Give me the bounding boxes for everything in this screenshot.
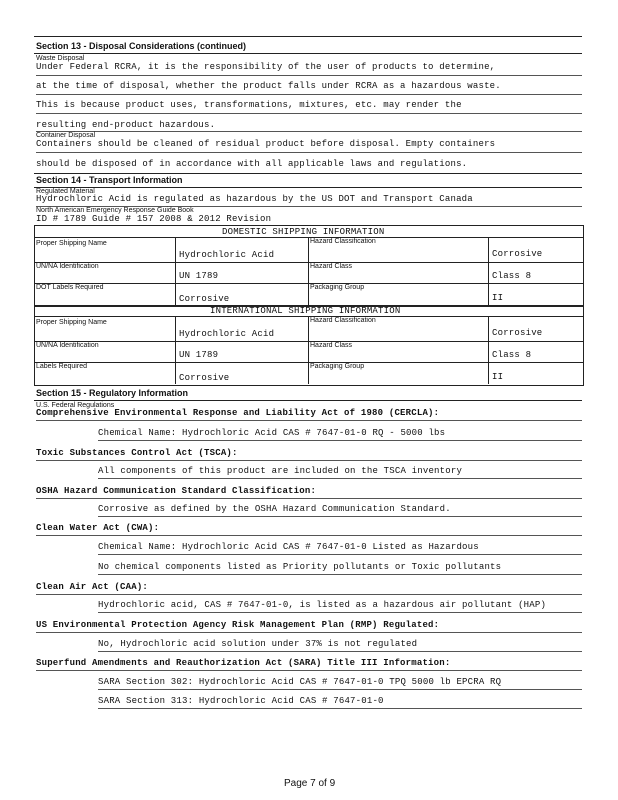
container-line-1: Containers should be cleaned of residual product before disposal. Empty containers bbox=[36, 139, 496, 149]
intl-pkg-label: Packaging Group bbox=[310, 363, 365, 370]
fill-line bbox=[36, 460, 582, 461]
fill-line bbox=[98, 440, 582, 441]
guide-book-label: North American Emergency Response Guide Book bbox=[36, 207, 194, 214]
fill-line bbox=[36, 498, 582, 499]
guide-book-text: ID # 1789 Guide # 157 2008 & 2012 Revision bbox=[36, 214, 272, 224]
intl-psn-value: Hydrochloric Acid bbox=[179, 329, 275, 339]
top-rule bbox=[34, 36, 582, 37]
intl-psn-label: Proper Shipping Name bbox=[36, 319, 107, 326]
intl-un-value: UN 1789 bbox=[179, 350, 219, 360]
intl-labels-value: Corrosive bbox=[179, 373, 230, 383]
fill-line bbox=[98, 516, 582, 517]
table-divider bbox=[175, 316, 176, 384]
rmp-text: No, Hydrochloric acid solution under 37% is not regulated bbox=[98, 639, 418, 649]
fill-line bbox=[36, 131, 582, 132]
fill-line bbox=[98, 574, 582, 575]
cwa-text-1: Chemical Name: Hydrochloric Acid CAS # 7647-01-0 Listed as Hazardous bbox=[98, 542, 479, 552]
waste-line-4: resulting end-product hazardous. bbox=[36, 120, 216, 130]
osha-text: Corrosive as defined by the OSHA Hazard Communication Standard. bbox=[98, 504, 451, 514]
fill-line bbox=[36, 152, 582, 153]
table-divider bbox=[488, 237, 489, 305]
container-line-2: should be disposed of in accordance with all applicable laws and regulations. bbox=[36, 159, 468, 169]
cercla-text: Chemical Name: Hydrochloric Acid CAS # 7647-01-0 RQ - 5000 lbs bbox=[98, 428, 446, 438]
intl-hazclassif-label: Hazard Classification bbox=[310, 317, 376, 324]
dom-labels-value: Corrosive bbox=[179, 294, 230, 304]
intl-labels-label: Labels Required bbox=[36, 363, 87, 370]
section-15-title: Section 15 - Regulatory Information bbox=[36, 388, 189, 398]
fill-line bbox=[98, 478, 582, 479]
fill-line bbox=[98, 554, 582, 555]
caa-text: Hydrochloric acid, CAS # 7647-01-0, is listed as a hazardous air pollutant (HAP) bbox=[98, 600, 547, 610]
waste-line-2: at the time of disposal, whether the product falls under RCRA as a hazardous waste. bbox=[36, 81, 501, 91]
dom-labels-label: DOT Labels Required bbox=[36, 284, 104, 291]
waste-line-3: This is because product uses, transformations, mixtures, etc. may render the bbox=[36, 100, 462, 110]
fill-line bbox=[36, 670, 582, 671]
fill-line bbox=[36, 632, 582, 633]
waste-disposal-label: Waste Disposal bbox=[36, 55, 85, 62]
table-divider bbox=[175, 237, 176, 305]
intl-un-label: UN/NA Identification bbox=[36, 342, 99, 349]
domestic-header: DOMESTIC SHIPPING INFORMATION bbox=[222, 227, 385, 237]
fill-line bbox=[36, 113, 582, 114]
fill-line bbox=[36, 75, 582, 76]
fill-line bbox=[36, 94, 582, 95]
intl-hazclass-label: Hazard Class bbox=[310, 342, 353, 349]
table-divider bbox=[488, 316, 489, 384]
dom-psn-label: Proper Shipping Name bbox=[36, 240, 107, 247]
cwa-heading: Clean Water Act (CWA): bbox=[36, 523, 160, 533]
section-14-title: Section 14 - Transport Information bbox=[36, 175, 183, 185]
dom-pkg-label: Packaging Group bbox=[310, 284, 365, 291]
dom-hazclassif-label: Hazard Classification bbox=[310, 238, 376, 245]
cercla-heading: Comprehensive Environmental Response and Liability Act of 1980 (CERCLA): bbox=[36, 408, 440, 418]
regulated-material-label: Regulated Material bbox=[36, 188, 95, 195]
regulated-material-text: Hydrochloric Acid is regulated as hazardous by the US DOT and Transport Canada bbox=[36, 194, 473, 204]
section-14-rule bbox=[34, 187, 582, 188]
fill-line bbox=[36, 594, 582, 595]
page-number: Page 7 of 9 bbox=[284, 778, 336, 789]
dom-un-value: UN 1789 bbox=[179, 271, 219, 281]
section-14-top-rule bbox=[34, 173, 582, 174]
dom-hazclassif-value: Corrosive bbox=[492, 249, 543, 259]
intl-hazclassif-value: Corrosive bbox=[492, 328, 543, 338]
waste-line-1: Under Federal RCRA, it is the responsibility of the user of products to determine, bbox=[36, 62, 496, 72]
rmp-heading: US Environmental Protection Agency Risk Management Plan (RMP) Regulated: bbox=[36, 620, 440, 630]
section-13-title: Section 13 - Disposal Considerations (continued) bbox=[36, 41, 247, 51]
sara-313-text: SARA Section 313: Hydrochloric Acid CAS # 7647-01-0 bbox=[98, 696, 384, 706]
fill-line bbox=[36, 535, 582, 536]
fed-regs-label: U.S. Federal Regulations bbox=[36, 402, 115, 409]
tsca-text: All components of this product are included on the TSCA inventory bbox=[98, 466, 463, 476]
table-divider bbox=[308, 237, 309, 305]
tsca-heading: Toxic Substances Control Act (TSCA): bbox=[36, 448, 238, 458]
dom-hazclass-value: Class 8 bbox=[492, 271, 532, 281]
dom-un-label: UN/NA Identification bbox=[36, 263, 99, 270]
sara-302-text: SARA Section 302: Hydrochloric Acid CAS # 7647-01-0 TPQ 5000 lb EPCRA RQ bbox=[98, 677, 502, 687]
cwa-text-2: No chemical components listed as Priority pollutants or Toxic pollutants bbox=[98, 562, 502, 572]
sara-heading: Superfund Amendments and Reauthorization Act (SARA) Title III Information: bbox=[36, 658, 451, 668]
fill-line bbox=[98, 651, 582, 652]
section-13-rule bbox=[34, 53, 582, 54]
caa-heading: Clean Air Act (CAA): bbox=[36, 582, 149, 592]
fill-line bbox=[36, 420, 582, 421]
container-disposal-label: Container Disposal bbox=[36, 132, 96, 139]
fill-line bbox=[98, 708, 582, 709]
intl-hazclass-value: Class 8 bbox=[492, 350, 532, 360]
dom-psn-value: Hydrochloric Acid bbox=[179, 250, 275, 260]
osha-heading: OSHA Hazard Communication Standard Classification: bbox=[36, 486, 317, 496]
fill-line bbox=[98, 612, 582, 613]
section-15-rule bbox=[34, 400, 582, 401]
intl-pkg-value: II bbox=[492, 372, 504, 382]
dom-hazclass-label: Hazard Class bbox=[310, 263, 353, 270]
table-divider bbox=[308, 316, 309, 384]
dom-pkg-value: II bbox=[492, 293, 504, 303]
international-header: INTERNATIONAL SHIPPING INFORMATION bbox=[210, 306, 401, 316]
fill-line bbox=[98, 689, 582, 690]
